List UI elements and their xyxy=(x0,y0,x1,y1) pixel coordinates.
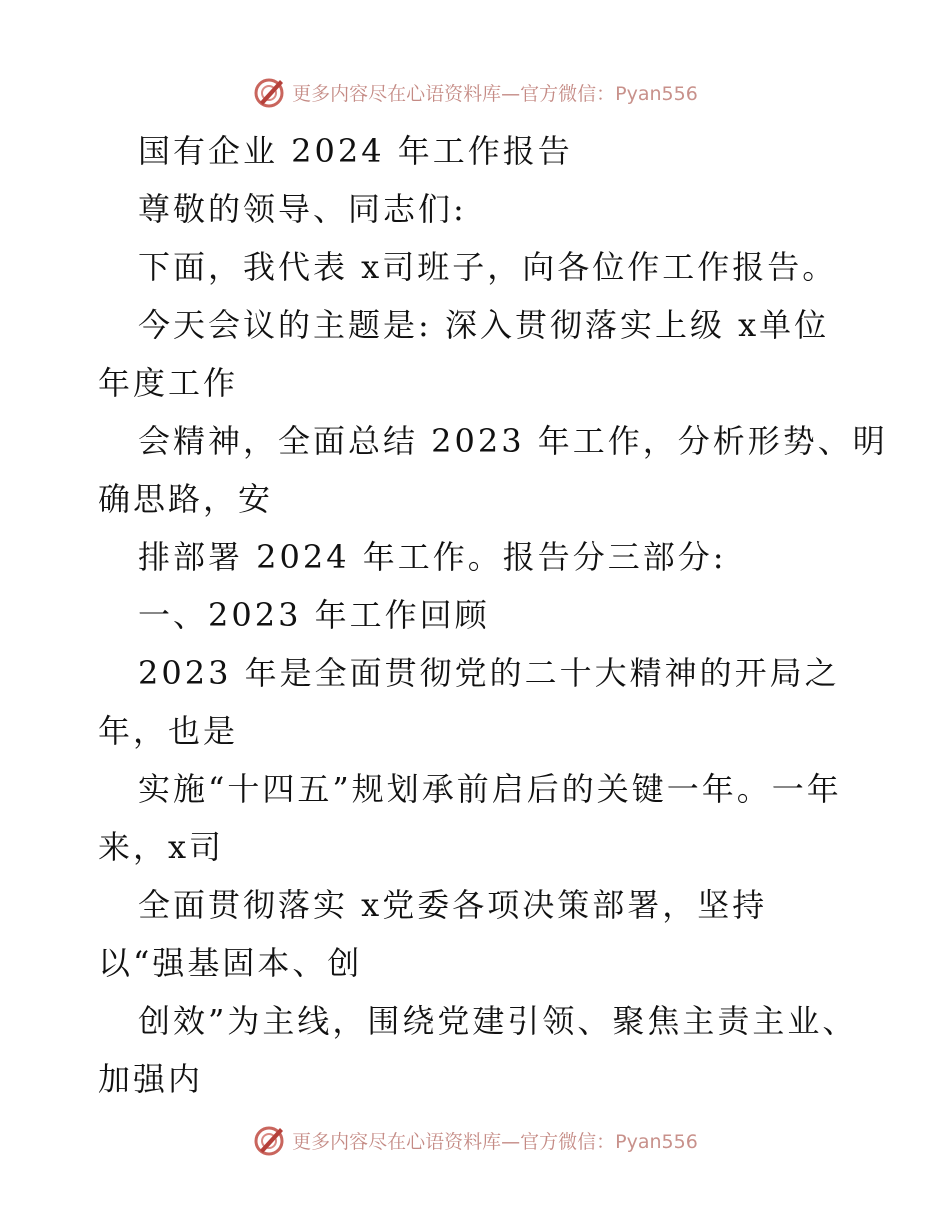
text-line: 全面贯彻落实 x党委各项决策部署，坚持 xyxy=(138,886,768,924)
text-line: 排部署 2024 年工作。报告分三部分: xyxy=(138,538,727,576)
text-line: 加强内 xyxy=(98,1060,204,1098)
text-line: 2023 年是全面贯彻党的二十大精神的开局之 xyxy=(138,654,840,692)
text-line: 确思路，安 xyxy=(98,480,274,518)
watermark-wechat-id: Pyan556 xyxy=(615,82,698,105)
text-line: 今天会议的主题是: 深入贯彻落实上级 x单位 xyxy=(138,306,830,344)
watermark-wechat-id: Pyan556 xyxy=(615,1130,698,1153)
text-line: 年，也是 xyxy=(98,712,239,750)
text-line: 尊敬的领导、同志们: xyxy=(138,190,467,228)
text-line: 会精神，全面总结 2023 年工作，分析形势、明 xyxy=(138,422,888,460)
watermark-text: 更多内容尽在心语资料库—官方微信： xyxy=(292,82,616,105)
section-heading: 一、2023 年工作回顾 xyxy=(138,596,490,634)
document-title: 国有企业 2024 年工作报告 xyxy=(138,132,573,170)
text-line: 以“强基固本、创 xyxy=(98,944,363,982)
text-line: 实施“十四五”规划承前启后的关键一年。一年 xyxy=(138,770,842,808)
text-line: 创效”为主线，围绕党建引领、聚焦主责主业、 xyxy=(138,1002,858,1040)
text-line: 年度工作 xyxy=(98,364,239,402)
footer-watermark xyxy=(0,1120,950,1160)
text-line: 来，x司 xyxy=(98,828,225,866)
watermark-text: 更多内容尽在心语资料库—官方微信： xyxy=(292,1130,616,1153)
brush-logo-icon xyxy=(252,74,288,110)
header-watermark xyxy=(0,72,950,112)
document-body xyxy=(0,122,950,1108)
brush-logo-icon xyxy=(252,1122,288,1158)
text-line: 下面，我代表 x司班子，向各位作工作报告。 xyxy=(138,248,838,286)
